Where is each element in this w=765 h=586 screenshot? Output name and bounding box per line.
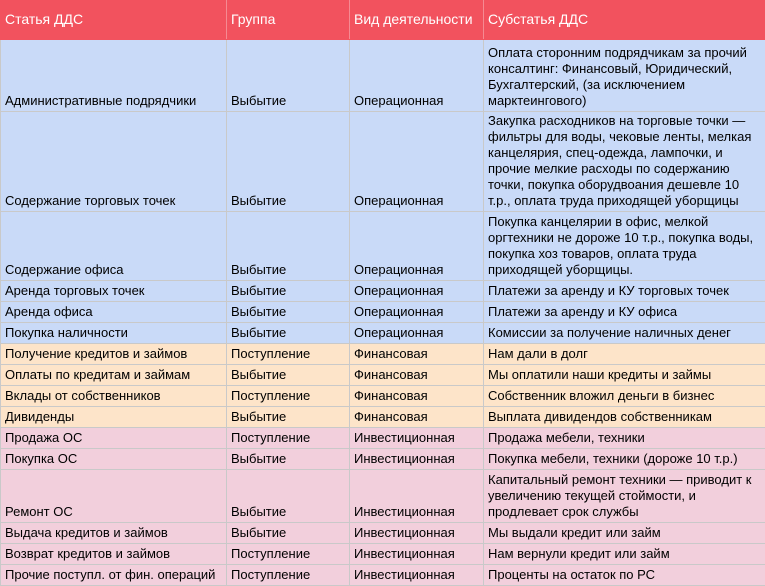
cell-group[interactable]: Поступление bbox=[227, 428, 350, 449]
header-cell-activity[interactable]: Вид деятельности bbox=[350, 1, 484, 40]
table-row bbox=[1, 112, 765, 212]
cell-article[interactable]: Аренда офиса bbox=[1, 302, 227, 323]
table-row bbox=[1, 323, 765, 344]
table-row bbox=[1, 212, 765, 281]
cell-activity[interactable]: Операционная bbox=[350, 302, 484, 323]
cell-article[interactable]: Возврат кредитов и займов bbox=[1, 544, 227, 565]
cell-subarticle[interactable]: Продажа мебели, техники bbox=[484, 428, 765, 449]
table-body bbox=[1, 40, 765, 586]
cell-group[interactable]: Выбытие bbox=[227, 407, 350, 428]
cell-activity[interactable]: Операционная bbox=[350, 212, 484, 281]
cell-group[interactable]: Выбытие bbox=[227, 112, 350, 212]
cell-group[interactable]: Выбытие bbox=[227, 523, 350, 544]
cell-article[interactable]: Административные подрядчики bbox=[1, 40, 227, 112]
cell-article[interactable]: Содержание торговых точек bbox=[1, 112, 227, 212]
cell-article[interactable]: Покупка наличности bbox=[1, 323, 227, 344]
cell-activity[interactable]: Инвестиционная bbox=[350, 470, 484, 523]
table-row bbox=[1, 344, 765, 365]
cell-subarticle[interactable]: Капитальный ремонт техники — приводит к увеличению текущей стоймости, и продлевает срок службы bbox=[484, 470, 765, 523]
cell-activity[interactable]: Инвестиционная bbox=[350, 523, 484, 544]
cell-activity[interactable]: Операционная bbox=[350, 112, 484, 212]
cell-subarticle[interactable]: Комиссии за получение наличных денег bbox=[484, 323, 765, 344]
table-row bbox=[1, 365, 765, 386]
cell-activity[interactable]: Финансовая bbox=[350, 365, 484, 386]
header-cell-group[interactable]: Группа bbox=[227, 1, 350, 40]
table-row bbox=[1, 428, 765, 449]
table-row bbox=[1, 523, 765, 544]
cell-group[interactable]: Выбытие bbox=[227, 470, 350, 523]
cell-group[interactable]: Поступление bbox=[227, 386, 350, 407]
cell-article[interactable]: Ремонт ОС bbox=[1, 470, 227, 523]
header-cell-article[interactable]: Статья ДДС bbox=[1, 1, 227, 40]
cell-activity[interactable]: Финансовая bbox=[350, 344, 484, 365]
cell-article[interactable]: Прочие поступл. от фин. операций bbox=[1, 565, 227, 586]
cell-activity[interactable]: Инвестиционная bbox=[350, 565, 484, 586]
cell-article[interactable]: Получение кредитов и займов bbox=[1, 344, 227, 365]
cell-subarticle[interactable]: Мы выдали кредит или займ bbox=[484, 523, 765, 544]
table-row bbox=[1, 281, 765, 302]
table-row bbox=[1, 470, 765, 523]
cell-group[interactable]: Выбытие bbox=[227, 40, 350, 112]
cell-subarticle[interactable]: Платежи за аренду и КУ торговых точек bbox=[484, 281, 765, 302]
cell-article[interactable]: Содержание офиса bbox=[1, 212, 227, 281]
cell-activity[interactable]: Инвестиционная bbox=[350, 544, 484, 565]
cell-article[interactable]: Оплаты по кредитам и займам bbox=[1, 365, 227, 386]
cell-article[interactable]: Покупка ОС bbox=[1, 449, 227, 470]
cell-subarticle[interactable]: Нам вернули кредит или займ bbox=[484, 544, 765, 565]
table-row bbox=[1, 302, 765, 323]
cell-article[interactable]: Продажа ОС bbox=[1, 428, 227, 449]
table-row bbox=[1, 407, 765, 428]
cell-article[interactable]: Выдача кредитов и займов bbox=[1, 523, 227, 544]
cell-subarticle[interactable]: Оплата сторонним подрядчикам за прочий консалтинг: Финансовый, Юридический, Бухгалтерский, (за исключением марктеингового) bbox=[484, 40, 765, 112]
cell-group[interactable]: Выбытие bbox=[227, 281, 350, 302]
cell-group[interactable]: Выбытие bbox=[227, 323, 350, 344]
table-row bbox=[1, 449, 765, 470]
cell-group[interactable]: Поступление bbox=[227, 544, 350, 565]
cell-activity[interactable]: Операционная bbox=[350, 281, 484, 302]
table-row bbox=[1, 544, 765, 565]
cell-group[interactable]: Выбытие bbox=[227, 449, 350, 470]
cell-activity[interactable]: Инвестиционная bbox=[350, 428, 484, 449]
header-row bbox=[1, 1, 765, 40]
cell-article[interactable]: Аренда торговых точек bbox=[1, 281, 227, 302]
cell-subarticle[interactable]: Платежи за аренду и КУ офиса bbox=[484, 302, 765, 323]
table-row bbox=[1, 40, 765, 112]
cell-group[interactable]: Выбытие bbox=[227, 212, 350, 281]
cell-activity[interactable]: Финансовая bbox=[350, 386, 484, 407]
cell-subarticle[interactable]: Покупка мебели, техники (дороже 10 т.р.) bbox=[484, 449, 765, 470]
cell-article[interactable]: Вклады от собственников bbox=[1, 386, 227, 407]
table-row bbox=[1, 386, 765, 407]
cell-group[interactable]: Поступление bbox=[227, 344, 350, 365]
cell-subarticle[interactable]: Мы оплатили наши кредиты и займы bbox=[484, 365, 765, 386]
cell-subarticle[interactable]: Выплата дивидендов собственникам bbox=[484, 407, 765, 428]
cell-article[interactable]: Дивиденды bbox=[1, 407, 227, 428]
cell-group[interactable]: Поступление bbox=[227, 565, 350, 586]
cell-subarticle[interactable]: Проценты на остаток по РС bbox=[484, 565, 765, 586]
cell-activity[interactable]: Операционная bbox=[350, 40, 484, 112]
cell-subarticle[interactable]: Собственник вложил деньги в бизнес bbox=[484, 386, 765, 407]
cell-group[interactable]: Выбытие bbox=[227, 302, 350, 323]
cell-subarticle[interactable]: Нам дали в долг bbox=[484, 344, 765, 365]
table-row bbox=[1, 565, 765, 586]
cell-activity[interactable]: Финансовая bbox=[350, 407, 484, 428]
cell-activity[interactable]: Инвестиционная bbox=[350, 449, 484, 470]
header-cell-subarticle[interactable]: Субстатья ДДС bbox=[484, 1, 765, 40]
cell-subarticle[interactable]: Покупка канцелярии в офис, мелкой оргтехники не дороже 10 т.р., покупка воды, покупка хоз товаров, оплата труда приходящей уборщицы. bbox=[484, 212, 765, 281]
cell-group[interactable]: Выбытие bbox=[227, 365, 350, 386]
cell-subarticle[interactable]: Закупка расходников на торговые точки — фильтры для воды, чековые ленты, мелкая канцелярия, спец-одежда, лампочки, и прочие мелкие расходы по содержанию точки, покупка оборудвоания дешевле 10 т.р., оплата труда приходящей уборщицы bbox=[484, 112, 765, 212]
cell-activity[interactable]: Операционная bbox=[350, 323, 484, 344]
